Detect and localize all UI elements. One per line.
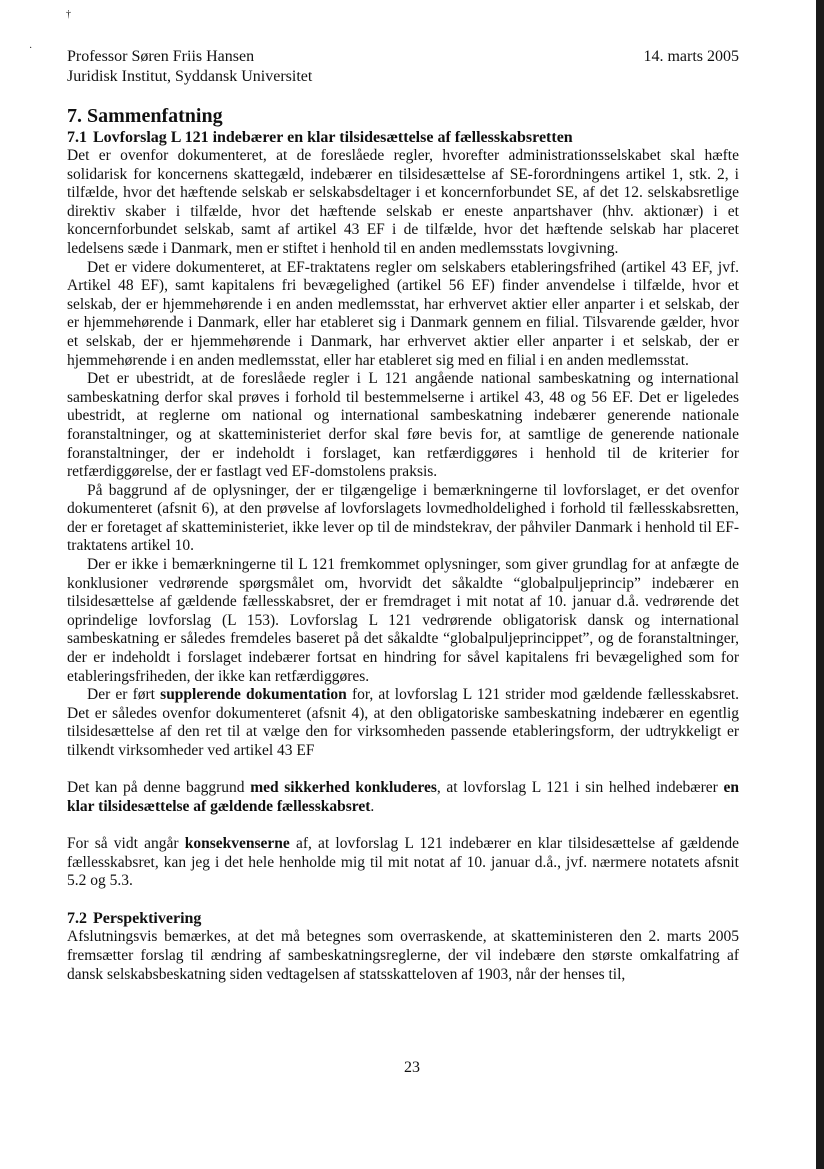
paragraph: Der er ikke i bemærkningerne til L 121 fremkommet oplysninger, som giver grundlag for at anfægte de konklusioner vedrørende spørgsmålet om, hvorvidt det såkaldte “globalpuljeprincip” indebærer en tilsidesættelse af gældende fællesskabsret, der er fremdraget i mit notat af 10. januar d.å. vedrørende det oprindelige lovforslag (L 153). Lovforslag L 121 vedrørende obligatorisk dansk og international sambeskatning er således fremdeles baseret på det såkaldte “globalpuljeprincippet”, og de foranstaltninger, der er indeholdt i forslaget indebærer fortsat en hindring for såvel kapitalens fri bevægelighed som for etableringsfriheden, der ikke kan retfærdiggøres. [67,556,739,685]
subsection-title: Perspektivering [93,910,202,928]
page-number: 23 [404,1059,420,1076]
scan-edge [816,0,824,1169]
emphasis-text: supplerende dokumentation [160,686,347,704]
institution-name: Juridisk Institut, Syddansk Universitet [67,68,313,85]
subsection-number: 7.2 [67,910,87,928]
author-name: Professor Søren Friis Hansen [67,48,255,65]
document-body [67,128,739,984]
text-run: For så vidt angår [67,834,185,852]
paragraph-documentation [67,686,739,760]
subsection-number: 7.1 [67,129,87,146]
emphasis-text: en klar tilsidesættelse af gældende fællesskabsret [67,779,739,815]
paragraph-conclusion [67,779,739,816]
paragraph: Det er ovenfor dokumenteret, at de foreslåede regler, hvorefter administrationsselskabet skal hæfte solidarisk for koncernens skattegæld, indebærer en tilsidesættelse af SE-forordningens artikel 1, stk. 2, i tilfælde, hvor det hæftende selskab er selskabsdeltager i et koncernforbundet SE, af det 12. selskabsretlige direktiv skaber i tilfælde, hvor det hæftende selskab er eneste anpartshaver (hhv. aktionær) i et koncernforbundet selskab, samt af artikel 43 EF i de tilfælde, hvor det hæftende selskab har placeret ledelsens sæde i Danmark, men er stiftet i henhold til en anden medlemsstats lovgivning. [67,147,739,257]
paragraph: Afslutningsvis bemærkes, at det må betegnes som overraskende, at skatteministeren den 2. marts 2005 fremsætter forslag til ændring af sambeskatningsreglerne, der vil indebære den største omkalfatring af dansk selskabsbeskatning siden vedtagelsen af statsskatteloven af 1903, når der henses til, [67,928,739,983]
scan-mark: † [66,9,71,20]
text-run: af, at lovforslag L 121 indebærer en klar tilsidesættelse af gældende fællesskabsret, kan jeg i det hele henholde mig til mit notat af 10. januar d.å., jvf. nærmere notatets afsnit 5.2 og 5.3. [67,834,739,890]
text-run: Det kan på denne baggrund [67,779,251,797]
subsection-title: Lovforslag L 121 indebærer en klar tilsidesættelse af fællesskabsretten [93,129,573,146]
page-header [67,47,739,87]
subsection-heading [67,128,739,147]
emphasis-text: konsekvenserne [184,834,290,852]
document-date: 14. marts 2005 [643,48,739,65]
paragraph: På baggrund af de oplysninger, der er tilgængelige i bemærkningerne til lovforslaget, er det ovenfor dokumenteret (afsnit 6), at den prøvelse af lovforslagets lovmedholdelighed i forhold til fællesskabsretten, der er foretaget af skatteministeriet, ikke lever op til de mindstekrav, der påhviler Danmark i henhold til EF-traktatens artikel 10. [67,481,739,555]
emphasis-text: med sikkerhed konkluderes [250,779,437,797]
paragraph-consequences [67,835,739,891]
scan-mark: · [29,43,33,54]
text-run: for, at lovforslag L 121 strider mod gældende fællesskabsret. Det er således ovenfor dokumenteret (afsnit 4), at den obligatoriske sambeskatning indebærer en egentlig tilsidesættelse af den ret til at vælge den for virksomheden passende etableringsform, der udtrykkeligt er tilkendt virksomheder ved artikel 43 EF [67,686,740,759]
paragraph: Det er ubestridt, at de foreslåede regler i L 121 angående national sambeskatning og international sambeskatning derfor skal prøves i forhold til bestemmelserne i artikel 43, 48 og 56 EF. Det er ligeledes ubestridt, at reglerne om national og international sambeskatning indebærer generende nationale foranstaltninger, og at skatteministeriet derfor skal føre bevis for, at samtlige de generende nationale foranstaltninger, der er indeholdt i forslaget, kan retfærdiggøres i henhold til de kriterier for retfærdiggørelse, der er fastlagt ved EF-domstolens praksis. [67,370,739,481]
text-run: . [370,797,375,815]
text-run: Der er ført [87,686,161,704]
subsection-heading [67,909,739,928]
paragraph: Det er videre dokumenteret, at EF-traktatens regler om selskabers etableringsfrihed (artikel 43 EF, jvf. Artikel 48 EF), samt kapitalens fri bevægelighed (artikel 56 EF) finder anvendelse i tilfælde, hvor et selskab, der er hjemmehørende i en anden medlemsstat, har erhvervet aktier eller anparter i et selskab, der er hjemmehørende i Danmark, eller har etableret sig i Danmark gennem en filial. Tilsvarende gælder, hvor et selskab, der er hjemmehørende i Danmark, har erhvervet aktier eller anparter i et selskab, der er hjemmehørende i en anden medlemsstat, eller har etableret sig med en filial i en anden medlemsstat. [67,258,739,369]
section-title: 7. Sammenfatning [67,105,223,127]
text-run: , at lovforslag L 121 i sin helhed indebærer [436,779,724,797]
